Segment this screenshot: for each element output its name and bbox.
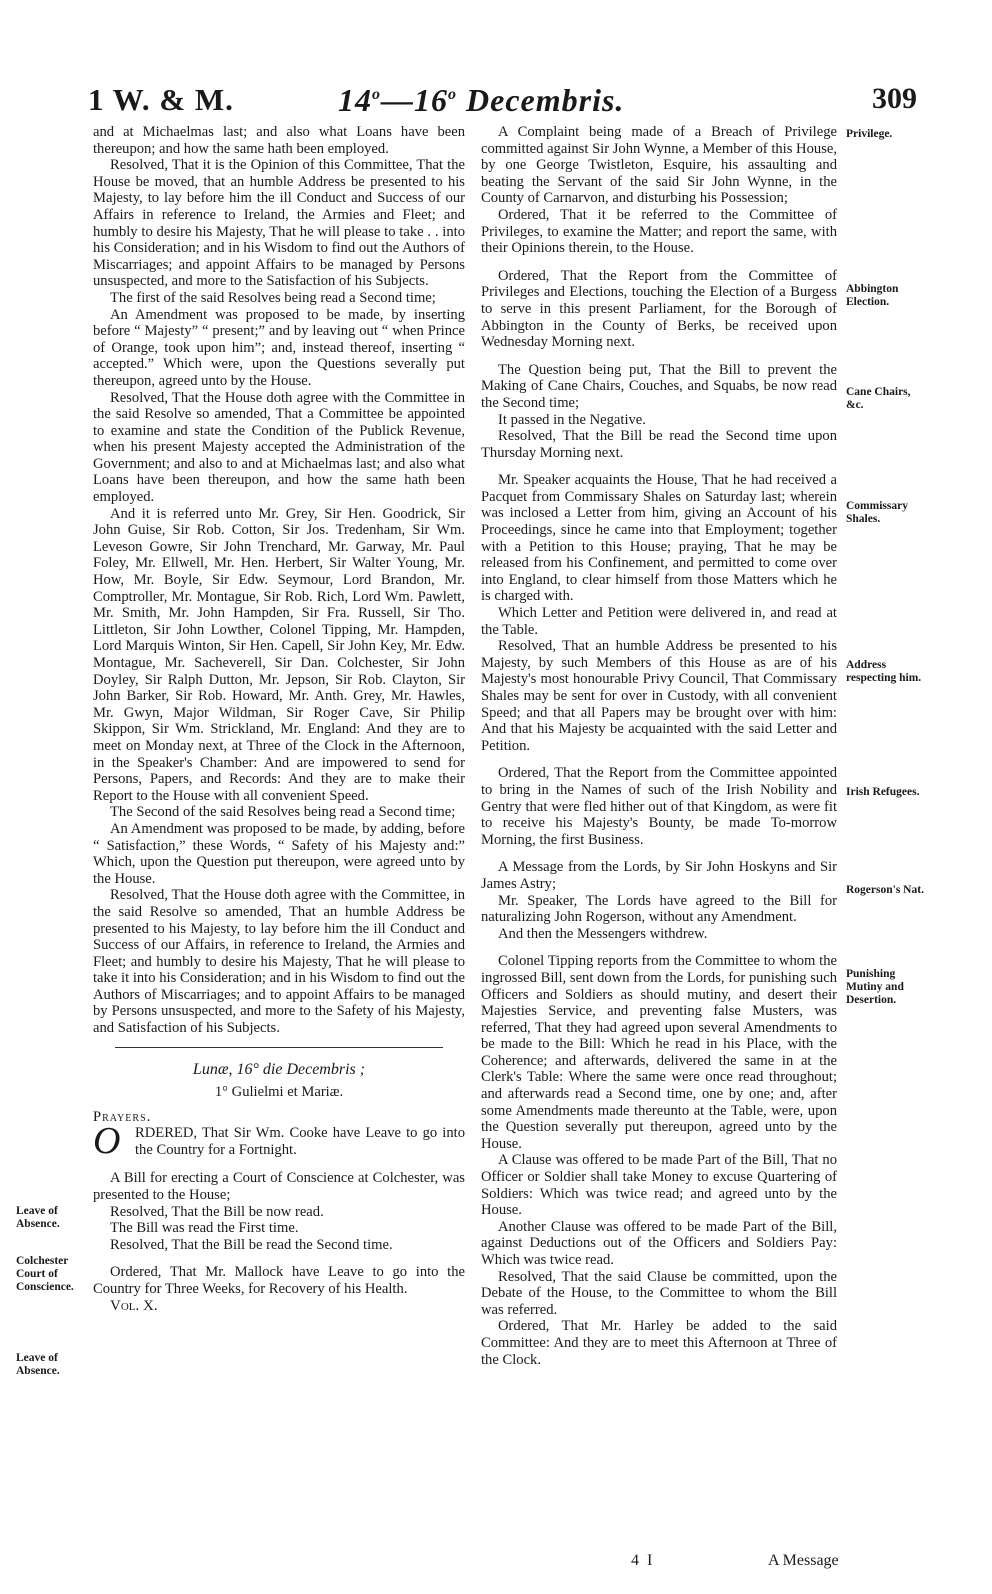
paragraph: Ordered, That the Report from the Committee of Privileges and Elections, touching the Election of a Burgess to serve in this present Parliament, for the Borough of Abbington in the County of Berks, be received upon Wednesday Morning next. (481, 267, 837, 351)
paragraph: Resolved, That it is the Opinion of this Committee, That the House be moved, that an humble Address be presented to his Majesty, to lay before him the ill Conduct and Success of our Affairs in reference to Ireland, the Armies and Fleet; and humbly to desire his Majesty, That he will please to take . . into his Consideration; and in his Wisdom to find out the Authors of Miscarriages; and appoint Affairs to be managed by Persons unsuspected, and more to the Satisfaction of his Subjects. (93, 157, 465, 290)
page-number: 309 (872, 82, 917, 115)
paragraph: Resolved, That the said Clause be committed, upon the Debate of the House, to the Committee to whom the Bill was referred. (481, 1268, 837, 1318)
paragraph: The Bill was read the First time. (110, 1220, 299, 1237)
paragraph: A Clause was offered to be made Part of the Bill, That no Officer or Soldier shall take Money to excuse Quartering of Soldiers: Which was twice read; and agreed unto by the House. (481, 1152, 837, 1219)
paragraph: Resolved, That the House doth agree with the Committee in the said Resolve so amended, That a Committee be appointed to examine and state the Condition of the Publick Revenue, when his present Majesty accepted the Administration of the Government; and also to and at Michaelmas last; and also what Loans have been thereupon, and how the same hath been employed. (93, 389, 465, 506)
header-degree: o (372, 86, 381, 103)
paragraph: The Second of the said Resolves being read a Second time; (110, 804, 456, 821)
volume-mark: Vol. X. (110, 1297, 158, 1314)
paragraph: Ordered, That Mr. Mallock have Leave to go into the Country for Three Weeks, for Recovery of his Health. (93, 1264, 465, 1297)
margin-note-address: Address respecting him. (846, 659, 922, 684)
paragraph: Mr. Speaker, The Lords have agreed to the Bill for naturalizing John Rogerson, without any Amendment. (481, 892, 837, 926)
paragraph: Ordered, That it be referred to the Committee of Privileges, to examine the Matter; and report the same, with their Opinions therein, to the House. (481, 206, 837, 257)
signature-mark: 4 I (631, 1552, 655, 1569)
paragraph: Ordered, That the Report from the Committee appointed to bring in the Names of such of the Irish Nobility and Gentry that were fled hither out of that Kingdom, as were fit to receive his Majesty's Bounty, be made To-morrow Morning, the first Business. (481, 765, 837, 848)
header-degree: o (448, 86, 457, 103)
catchword: A Message (768, 1552, 839, 1569)
paragraph: Colonel Tipping reports from the Committee to whom the ingrossed Bill, sent down from the Lords, for punishing such Officers and Soldiers as should mutiny, and desert their Majesties Service, and preventing false Musters, was referred, That they had agreed upon several Amendments to be made to the Bill: Which he read in his Place, with the Coherence; and afterwards, delivered the same in at the Clerk's Table: Where the same were once read throughout; and afterwards read a Second time, one by one; and, after some Amendments made thereunto at the Table, were, upon the Question severally put thereupon, agreed unto by the House. (481, 953, 837, 1152)
right-column (481, 124, 837, 1368)
margin-note-leave-of-absence: Leave of Absence. (16, 1352, 60, 1377)
day-heading: Lunæ, 16° die Decembris ; (192, 1060, 366, 1078)
paragraph: A Message from the Lords, by Sir John Hoskyns and Sir James Astry; (481, 859, 837, 892)
paragraph: An Amendment was proposed to be made, by adding, before “ Satisfaction,” these Words, “ Safety of his Majesty and:” Which, upon the Question put thereupon, were agreed unto by the House. (93, 820, 465, 887)
paragraph: RDERED, That Sir Wm. Cooke have Leave to go into the Country for a Fortnight. (135, 1125, 465, 1159)
header-dates (338, 82, 624, 126)
margin-note-colchester: Colchester Court of Conscience. (16, 1255, 74, 1293)
paragraph: The first of the said Resolves being read a Second time; (110, 289, 436, 306)
paragraph: Ordered, That Mr. Harley be added to the said Committee: And they are to meet this Afternoon at Three of the Clock. (481, 1318, 837, 1368)
paragraph: Resolved, That the Bill be now read. (110, 1203, 324, 1220)
paragraph: and at Michaelmas last; and also what Loans have been thereupon; and how the same hath been employed. (93, 124, 465, 157)
reign-line: 1° Gulielmi et Mariæ. (214, 1084, 344, 1101)
section-divider (115, 1047, 443, 1048)
drop-cap: O (93, 1120, 121, 1163)
margin-note-privilege: Privilege. (846, 128, 893, 140)
ordered-entry (93, 1120, 465, 1163)
paragraph: A Bill for erecting a Court of Conscience at Colchester, was presented to the House; (93, 1170, 465, 1204)
committee-members: And it is referred unto Mr. Grey, Sir Hen. Goodrick, Sir John Guise, Sir Rob. Cotton, Sir Jos. Tredenham, Sir Wm. Leveson Gowre, Sir John Trenchard, Mr. Garway, Mr. Paul Foley, Mr. Ellwell, Mr. Hen. Herbert, Sir Walter Young, Mr. How, Mr. Boyle, Sir Edw. Seymour, Lord Brandon, Mr. Comptroller, Mr. Montague, Sir Rob. Rich, Lord Wm. Pawlett, Mr. Smith, Mr. John Hampden, Sir Fra. Russell, Sir Tho. Littleton, Sir John Lowther, Colonel Tipping, Mr. Hampden, Lord Marquis Winton, Sir Hen. Capell, Sir John Key, Mr. Edw. Montague, Mr. Sacheverell, Sir Dan. Colchester, Sir John Doyley, Sir Ralph Dutton, Mr. Jepson, Sir Rob. Clayton, Sir John Barker, Sir Rob. Howard, Mr. Anth. Grey, Mr. Hawles, Mr. Gwyn, Major Wildman, Sir Roger Cave, Sir Philip Skippon, Sir Wm. Strickland, Mr. England: And they are to meet on Monday next, at Three of the Clock in the Afternoon, in the Speaker's Chamber: And are impowered to send for Persons, Papers, and Records: And they are to make their Report to the House with all convenient Speed. (93, 505, 465, 804)
margin-note-cane-chairs: Cane Chairs, &c. (846, 386, 911, 411)
margin-note-leave-of-absence: Leave of Absence. (16, 1205, 60, 1230)
paragraph: It passed in the Negative. (498, 411, 646, 428)
paragraph: Another Clause was offered to be made Part of the Bill, against Deductions out of the Officers and Soldiers Pay: Which was twice read. (481, 1218, 837, 1268)
margin-note-commissary-shales: Commissary Shales. (846, 500, 908, 525)
paragraph: Resolved, That the Bill be read the Second time upon Thursday Morning next. (481, 428, 837, 461)
paragraph: Resolved, That the House doth agree with the Committee, in the said Resolve so amended, That an humble Address be presented to his Majesty, to lay before him the ill Conduct and Success of our Affairs, in reference to Ireland, the Armies and Fleet; and humbly to desire his Majesty, That he will please to take it into his Consideration; and in his Wisdom to find out the Authors of Miscarriages; and to appoint Affairs to be managed by Persons unsuspected, and more to the Safety of his Majesty, and Satisfaction of his Subjects. (93, 887, 465, 1037)
header-reign: 1 W. & M. (88, 82, 234, 117)
paragraph: Resolved, That an humble Address be presented to his Majesty, by such Members of this House as are of his Majesty's most honourable Privy Council, That Commissary Shales may be sent for over in Custody, with all convenient Speed; and that all Papers may be brought over with him: And that his Majesty be acquainted with the said Letter and Petition. (481, 638, 837, 754)
left-column (93, 124, 465, 1314)
header-month: Decembris. (466, 82, 625, 118)
paragraph: An Amendment was proposed to be made, by inserting before “ Majesty” “ present;” and by leaving out “ when Prince of Orange, took upon him”; and, instead thereof, inserting “ accepted.” Which were, upon the Questions severally put thereupon, agreed unto by the House. (93, 306, 465, 389)
margin-note-mutiny: Punishing Mutiny and Desertion. (846, 968, 904, 1006)
header-day-start: 14 (338, 82, 372, 118)
header-day-end: 16 (414, 82, 448, 118)
paragraph: Which Letter and Petition were delivered in, and read at the Table. (481, 605, 837, 638)
header-separator: — (381, 82, 414, 118)
paragraph: And then the Messengers withdrew. (498, 925, 708, 942)
paragraph: A Complaint being made of a Breach of Privilege committed against Sir John Wynne, a Member of this House, by one George Twistleton, Esquire, his assaulting and beating the Servant of the said Sir John Wynne, in the County of Carnarvon, and disturbing his Possession; (481, 124, 837, 207)
prayers-heading: Prayers. (93, 1108, 152, 1125)
paragraph: The Question being put, That the Bill to prevent the Making of Cane Chairs, Couches, and Squabs, be now read the Second time; (481, 361, 837, 411)
paragraph: Mr. Speaker acquaints the House, That he had received a Pacquet from Commissary Shales on Saturday last; wherein was inclosed a Letter from him, giving an Account of his Proceedings, since he came into that Employment; together with a Petition to this House; praying, That he may be released from his Confinement, and permitted to come over into England, to clear himself from those Matters which he is charged with. (481, 472, 837, 605)
margin-note-abbington: Abbington Election. (846, 283, 899, 308)
paragraph: Resolved, That the Bill be read the Second time. (110, 1236, 393, 1253)
margin-note-irish-refugees: Irish Refugees. (846, 786, 920, 798)
margin-note-rogerson: Rogerson's Nat. (846, 884, 924, 896)
